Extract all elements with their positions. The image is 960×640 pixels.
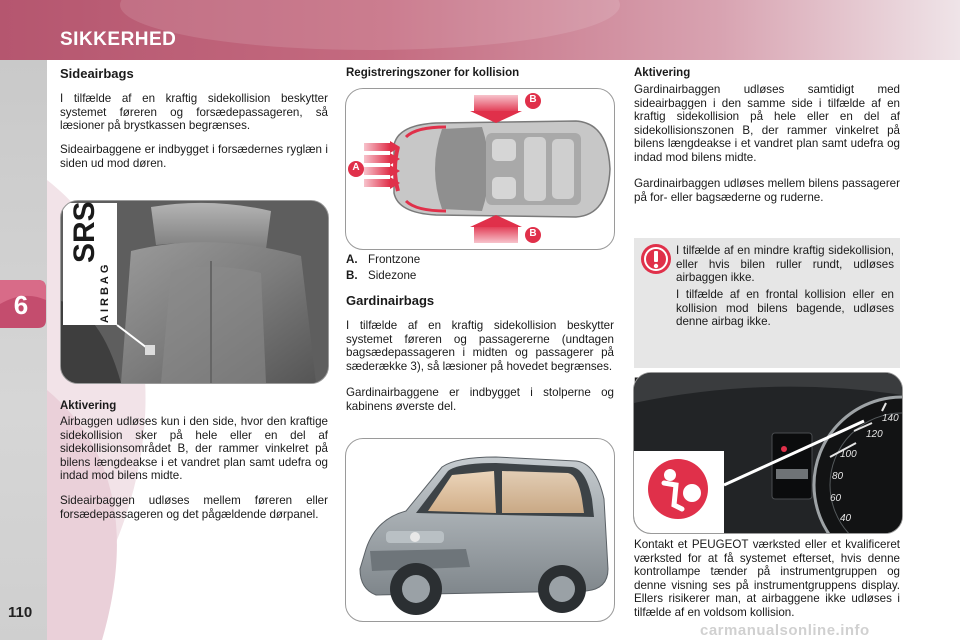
- chapter-strip: [0, 60, 47, 640]
- chapter-number: 6: [13, 290, 29, 320]
- legend-key: B.: [346, 269, 358, 282]
- zone-b-bottom-label: B: [529, 228, 537, 239]
- watermark: carmanualsonline.info: [700, 622, 870, 639]
- page-number: 110: [8, 604, 33, 621]
- legend-key: A.: [346, 253, 358, 266]
- gauge-tick: 100: [840, 449, 857, 460]
- warning-text-1: I tilfælde af en mindre kraftig sidekollision, eller hvis bilen ruller rundt, udløses airbaggen ikke.: [676, 244, 894, 284]
- sideairbags-location: Sideairbaggene er indbygget i forsædernes ryglæn i siden ud mod døren.: [60, 143, 328, 170]
- instrument-cluster-photo: [633, 372, 903, 534]
- srs-label: SRS: [68, 201, 101, 263]
- legend-label: Sidezone: [368, 269, 417, 282]
- warning-text-2: I tilfælde af en frontal kollision eller en kollision mod bilens bagende, udløses denne airbag ikke.: [676, 288, 894, 328]
- airbag-label: AIRBAG: [99, 261, 111, 323]
- curtain-heading: Gardinairbags: [346, 293, 435, 308]
- gauge-tick: 120: [866, 429, 883, 440]
- left-activation-text: Airbaggen udløses kun i den side, hvor den kraftige sidekollision sker på hele eller en del af sidekollisionsområdet B, der rammer vinkelret på bilens længdeakse i et vandret plan samt udefra og indad mod bilens midte.: [60, 415, 328, 482]
- zone-b-top-label: B: [529, 94, 537, 105]
- sideairbags-heading: Sideairbags: [60, 66, 134, 81]
- left-activation-text-2: Sideairbaggen udløses mellem føreren eller forsædepassageren og det pågældende dørpanel.: [60, 494, 328, 521]
- gauge-tick: 140: [882, 413, 899, 424]
- right-activation-heading: Aktivering: [634, 67, 691, 79]
- fault-text: Kontakt et PEUGEOT værksted eller et kvalificeret værksted for at få systemet efterset, hvis denne kontrollampe tænder på instrumentgruppen og denne visning ses på instrumentgruppens display. Ellers risikerer man, at airbaggene ikke udløses i tilfælde af en voldsom kollision.: [634, 538, 900, 619]
- legend-row-b: [346, 269, 416, 282]
- zones-heading: Registreringszoner for kollision: [346, 67, 520, 79]
- legend-row-a: [346, 253, 420, 266]
- page-title: SIKKERHED: [60, 29, 177, 50]
- gauge-tick: 40: [840, 513, 852, 524]
- left-activation-heading: Aktivering: [60, 400, 117, 412]
- warning-icon: [639, 242, 673, 276]
- warning-box: [634, 238, 900, 368]
- right-activation-text: Gardinairbaggen udløses samtidigt med sideairbaggen i den samme side i tilfælde af en kraftig sidekollision på hele eller en del af sidekollisionszonen B, der rammer vinkelret på bilens længdeakse i et vandret plan samt udefra og indad mod bilens midte.: [634, 83, 900, 164]
- legend-label: Frontzone: [368, 253, 421, 266]
- gauge-tick: 80: [832, 471, 844, 482]
- sideairbags-intro: I tilfælde af en kraftig sidekollision beskytter systemet føreren og forsædepassageren, så læsioner på brystkassen begrænses.: [60, 92, 328, 132]
- curtain-text: I tilfælde af en kraftig sidekollision beskytter systemet føreren og passagererne (undtagen bagsædepassageren i midten og passagerer på sæderække 3), så læsioner på hovedet begrænses.: [346, 319, 614, 373]
- zone-a-label: A: [352, 162, 360, 173]
- collision-zones-diagram: [345, 88, 615, 250]
- right-activation-text-2: Gardinairbaggen udløses mellem bilens passagerer på for- eller bagsæderne og ruderne.: [634, 177, 900, 204]
- curtain-location: Gardinairbaggene er indbygget i stolperne og kabinens øverste del.: [346, 386, 614, 413]
- chapter-tab[interactable]: [0, 280, 47, 328]
- gauge-tick: 60: [830, 493, 842, 504]
- seat-airbag-photo: [60, 200, 329, 384]
- car-curtain-airbag-photo: [345, 438, 615, 622]
